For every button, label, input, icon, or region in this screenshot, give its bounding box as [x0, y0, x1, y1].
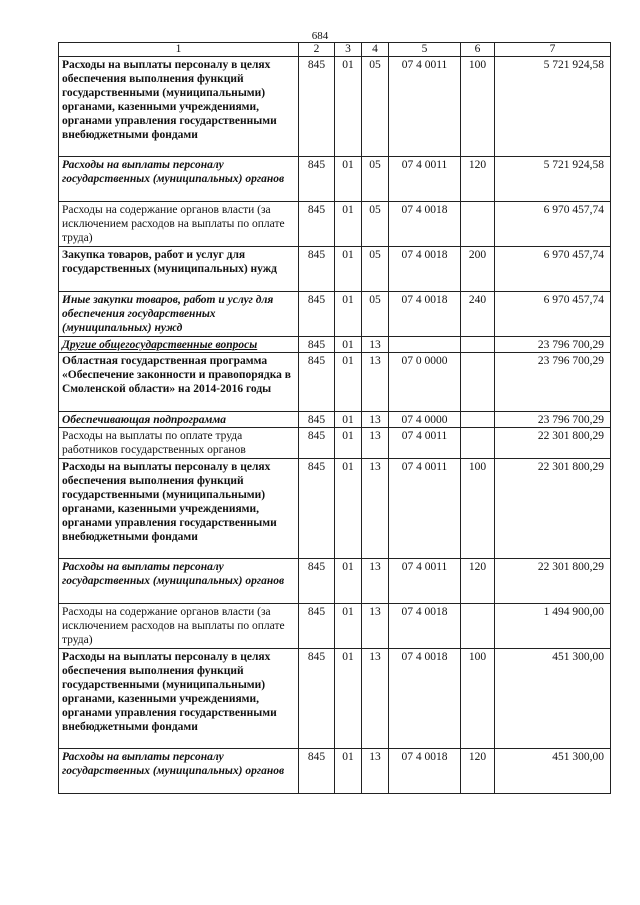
expense-type-cell: 100: [461, 649, 495, 749]
expense-type-cell: [461, 412, 495, 428]
table-row: [59, 57, 611, 157]
expense-type-cell: 120: [461, 559, 495, 604]
section-cell: 01: [335, 428, 362, 459]
amount-cell: 6 970 457,74: [495, 202, 611, 247]
header-cell: 2: [299, 43, 335, 57]
subsection-cell: 13: [362, 559, 389, 604]
header-cell: 6: [461, 43, 495, 57]
subsection-cell: 13: [362, 649, 389, 749]
subsection-cell: 13: [362, 749, 389, 794]
section-cell: 01: [335, 247, 362, 292]
target-article-cell: 07 4 0000: [389, 412, 461, 428]
table-row: [59, 353, 611, 412]
name-text: Расходы на содержание органов власти (за исключением расходов на выплаты по оплате труда): [62, 204, 285, 244]
admin-code-cell: 845: [299, 749, 335, 794]
name-text: Обеспечивающая подпрограмма: [62, 414, 227, 426]
name-text: Расходы на выплаты персоналу государственных (муниципальных) органов: [62, 159, 285, 185]
page-number: 684: [311, 30, 329, 42]
section-cell: 01: [335, 202, 362, 247]
name-cell: [59, 459, 299, 559]
admin-code-cell: 845: [299, 247, 335, 292]
admin-code-cell: 845: [299, 412, 335, 428]
admin-code-cell: 845: [299, 202, 335, 247]
name-cell: [59, 749, 299, 794]
name-cell: [59, 649, 299, 749]
name-cell: [59, 604, 299, 649]
name-text: Расходы на выплаты персоналу государственных (муниципальных) органов: [62, 561, 285, 587]
target-article-cell: 07 0 0000: [389, 353, 461, 412]
name-text: Закупка товаров, работ и услуг для государственных (муниципальных) нужд: [62, 249, 277, 275]
table-row: [59, 247, 611, 292]
admin-code-cell: 845: [299, 428, 335, 459]
admin-code-cell: 845: [299, 157, 335, 202]
amount-cell: 451 300,00: [495, 649, 611, 749]
subsection-cell: 13: [362, 459, 389, 559]
name-cell: [59, 57, 299, 157]
target-article-cell: 07 4 0011: [389, 428, 461, 459]
expense-type-cell: [461, 353, 495, 412]
expense-type-cell: [461, 202, 495, 247]
header-row: [59, 43, 611, 57]
amount-cell: 23 796 700,29: [495, 412, 611, 428]
expense-type-cell: [461, 337, 495, 353]
section-cell: 01: [335, 412, 362, 428]
name-cell: [59, 412, 299, 428]
section-cell: 01: [335, 353, 362, 412]
table-row: [59, 604, 611, 649]
name-text: Расходы на выплаты персоналу в целях обеспечения выполнения функций государственными (муниципальными) органами, казенными учреждениями, органами управления государственными внебюджетными фондами: [62, 59, 277, 141]
table-row: [59, 559, 611, 604]
target-article-cell: 07 4 0011: [389, 459, 461, 559]
section-cell: 01: [335, 292, 362, 337]
table-row: [59, 157, 611, 202]
subsection-cell: 05: [362, 202, 389, 247]
expense-type-cell: [461, 428, 495, 459]
name-text: Расходы на содержание органов власти (за исключением расходов на выплаты по оплате труда): [62, 606, 285, 646]
amount-cell: 22 301 800,29: [495, 428, 611, 459]
amount-cell: 5 721 924,58: [495, 157, 611, 202]
subsection-cell: 13: [362, 337, 389, 353]
subsection-cell: 13: [362, 604, 389, 649]
section-cell: 01: [335, 459, 362, 559]
section-cell: 01: [335, 57, 362, 157]
section-cell: 01: [335, 649, 362, 749]
amount-cell: 6 970 457,74: [495, 292, 611, 337]
name-cell: [59, 559, 299, 604]
table-row: [59, 292, 611, 337]
amount-cell: 451 300,00: [495, 749, 611, 794]
target-article-cell: 07 4 0018: [389, 202, 461, 247]
amount-cell: 22 301 800,29: [495, 459, 611, 559]
target-article-cell: 07 4 0018: [389, 649, 461, 749]
expense-type-cell: 100: [461, 57, 495, 157]
name-cell: [59, 353, 299, 412]
expense-type-cell: 200: [461, 247, 495, 292]
name-text: Расходы на выплаты персоналу в целях обеспечения выполнения функций государственными (муниципальными) органами, казенными учреждениями, органами управления государственными внебюджетными фондами: [62, 651, 277, 733]
target-article-cell: 07 4 0018: [389, 604, 461, 649]
name-cell: [59, 337, 299, 353]
subsection-cell: 05: [362, 247, 389, 292]
target-article-cell: 07 4 0018: [389, 247, 461, 292]
target-article-cell: [389, 337, 461, 353]
target-article-cell: 07 4 0011: [389, 57, 461, 157]
subsection-cell: 05: [362, 57, 389, 157]
amount-cell: 22 301 800,29: [495, 559, 611, 604]
name-text: Другие общегосударственные вопросы: [62, 339, 258, 351]
header-cell: 5: [389, 43, 461, 57]
name-text: Иные закупки товаров, работ и услуг для обеспечения государственных (муниципальных) нужд: [62, 294, 274, 334]
table-row: [59, 428, 611, 459]
amount-cell: 6 970 457,74: [495, 247, 611, 292]
admin-code-cell: 845: [299, 57, 335, 157]
table-body: [59, 43, 611, 794]
header-cell: 1: [59, 43, 299, 57]
budget-table: [58, 42, 611, 794]
header-cell: 4: [362, 43, 389, 57]
admin-code-cell: 845: [299, 459, 335, 559]
expense-type-cell: 120: [461, 749, 495, 794]
subsection-cell: 13: [362, 353, 389, 412]
name-text: Расходы на выплаты персоналу в целях обеспечения выполнения функций государственными (муниципальными) органами, казенными учреждениями, органами управления государственными внебюджетными фондами: [62, 461, 277, 543]
amount-cell: 23 796 700,29: [495, 353, 611, 412]
name-text: Расходы на выплаты по оплате труда работников государственных органов: [62, 430, 246, 456]
expense-type-cell: 120: [461, 157, 495, 202]
table-row: [59, 649, 611, 749]
name-cell: [59, 157, 299, 202]
section-cell: 01: [335, 604, 362, 649]
name-text: Расходы на выплаты персоналу государственных (муниципальных) органов: [62, 751, 285, 777]
subsection-cell: 13: [362, 412, 389, 428]
section-cell: 01: [335, 749, 362, 794]
section-cell: 01: [335, 559, 362, 604]
target-article-cell: 07 4 0011: [389, 157, 461, 202]
target-article-cell: 07 4 0011: [389, 559, 461, 604]
name-cell: [59, 202, 299, 247]
admin-code-cell: 845: [299, 337, 335, 353]
header-cell: 3: [335, 43, 362, 57]
target-article-cell: 07 4 0018: [389, 749, 461, 794]
name-cell: [59, 247, 299, 292]
admin-code-cell: 845: [299, 604, 335, 649]
subsection-cell: 13: [362, 428, 389, 459]
expense-type-cell: [461, 604, 495, 649]
table-row: [59, 202, 611, 247]
section-cell: 01: [335, 337, 362, 353]
section-cell: 01: [335, 157, 362, 202]
expense-type-cell: 240: [461, 292, 495, 337]
subsection-cell: 05: [362, 157, 389, 202]
table-row: [59, 459, 611, 559]
amount-cell: 23 796 700,29: [495, 337, 611, 353]
table-row: [59, 749, 611, 794]
subsection-cell: 05: [362, 292, 389, 337]
amount-cell: 5 721 924,58: [495, 57, 611, 157]
admin-code-cell: 845: [299, 353, 335, 412]
admin-code-cell: 845: [299, 649, 335, 749]
amount-cell: 1 494 900,00: [495, 604, 611, 649]
admin-code-cell: 845: [299, 292, 335, 337]
expense-type-cell: 100: [461, 459, 495, 559]
name-text: Областная государственная программа «Обеспечение законности и правопорядка в Смоленской области» на 2014-2016 годы: [62, 355, 292, 395]
header-cell: 7: [495, 43, 611, 57]
table-row: [59, 337, 611, 353]
target-article-cell: 07 4 0018: [389, 292, 461, 337]
admin-code-cell: 845: [299, 559, 335, 604]
name-cell: [59, 428, 299, 459]
table-row: [59, 412, 611, 428]
name-cell: [59, 292, 299, 337]
